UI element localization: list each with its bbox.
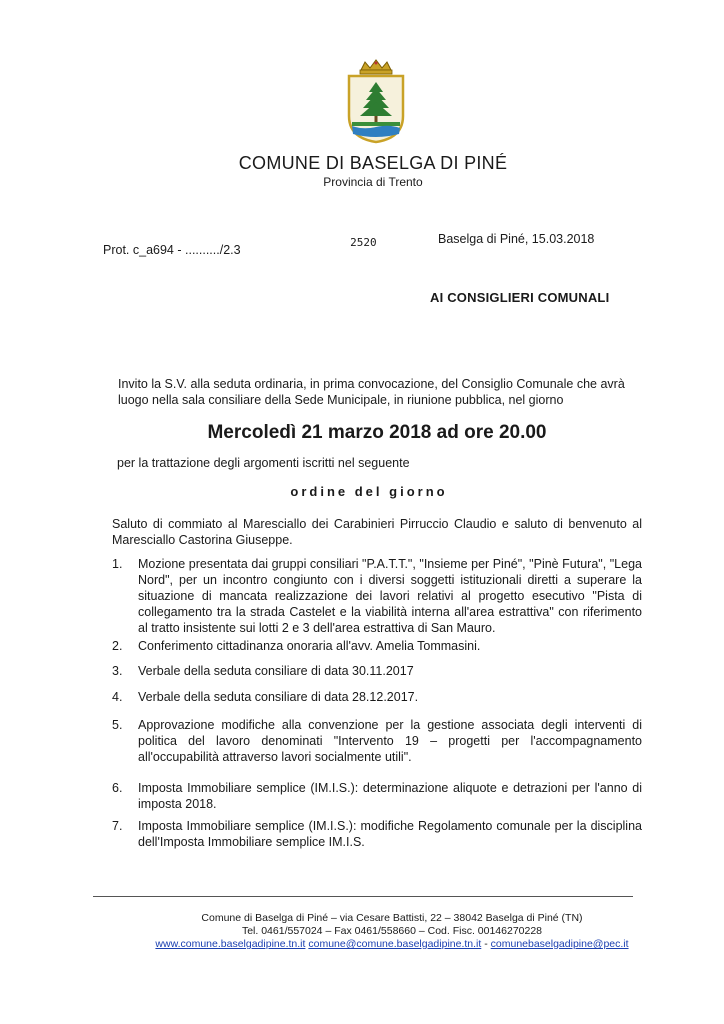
agenda-item [112,818,642,850]
protocol-prefix: Prot. c_a694 - [103,243,185,257]
agenda-item-number: 3. [112,664,123,678]
agenda-item [112,638,642,654]
agenda-item-text: Mozione presentata dai gruppi consiliari "P.A.T.T.", "Insieme per Piné", "Pinè Futura", "Lega Nord", per un incontro congiunto con i diversi soggetti istituzionali diretti a superare la situazione di mancata realizzazione dei lavori relativi al progetto esecutivo "Pista di collegamento tra la strada Castelet e la viabilità interna all'area estrattiva" con riferimento al tratto insistente sui lotti 2 e 3 dell'area estrattiva di San Mauro. [138,557,642,635]
footer-divider [93,896,633,897]
agenda-item-number: 7. [112,819,123,833]
agenda-item [112,663,642,679]
agenda-item-text: Verbale della seduta consiliare di data 30.11.2017 [138,664,414,678]
footer-links [0,938,724,951]
protocol-suffix: /2.3 [219,243,241,257]
agenda-item [112,556,642,636]
pec-link[interactable]: comunebaselgadipine@pec.it [490,938,629,950]
footer-contacts: Tel. 0461/557024 – Fax 0461/558660 – Cod. Fisc. 00146270228 [241,925,543,937]
invitation-paragraph: Invito la S.V. alla seduta ordinaria, in prima convocazione, del Consiglio Comunale che avrà luogo nella sala consiliare della Sede Municipale, in riunione pubblica, nel giorno [118,377,625,407]
municipal-crest-logo [343,58,409,144]
agenda-item-text: Imposta Immobiliare semplice (IM.I.S.): modifiche Regolamento comunale per la disciplina dell'Imposta Immobiliare semplice IM.I.S. [138,819,642,849]
agenda-item-number: 2. [112,639,123,653]
footer [0,912,724,951]
page-title: COMUNE DI BASELGA DI PINÉ [238,153,508,173]
agenda-item-number: 6. [112,781,123,795]
recipients-heading: AI CONSIGLIERI COMUNALI [430,290,610,305]
agenda-item-text: Conferimento cittadinanza onoraria all'avv. Amelia Tommasini. [138,639,481,653]
link-separator: - [481,938,491,950]
handwritten-protocol-number: 2520 [350,236,377,249]
date-line: Baselga di Piné, 15.03.2018 [438,232,595,246]
agenda-item-number: 5. [112,718,123,732]
agenda-title: ordine del giorno [290,484,448,499]
agenda-item [112,717,642,765]
protocol-number [103,236,377,257]
website-link[interactable]: www.comune.baselgadipine.tn.it [155,938,306,950]
protocol-dots: .......... [185,243,220,257]
agenda-item-text: Verbale della seduta consiliare di data 28.12.2017. [138,690,419,704]
footer-address: Comune di Baselga di Piné – via Cesare Battisti, 22 – 38042 Baselga di Piné (TN) [201,912,583,924]
opening-paragraph: Saluto di commiato al Maresciallo dei Carabinieri Pirruccio Claudio e saluto di benvenuto al Maresciallo Castorina Giuseppe. [112,517,642,547]
email-link[interactable]: comune@comune.baselgadipine.tn.it [308,938,482,950]
agenda-item [112,780,642,812]
agenda-item-text: Approvazione modifiche alla convenzione per la gestione associata degli interventi di politica del lavoro denominati "Intervento 19 – progetti per l'accompagnamento all'occupabilità attraverso lavori socialmente utili". [138,718,642,764]
meeting-date-heading: Mercoledì 21 marzo 2018 ad ore 20.00 [207,422,547,443]
agenda-item [112,689,642,705]
purpose-line: per la trattazione degli argomenti iscritti nel seguente [117,456,410,470]
agenda-item-text: Imposta Immobiliare semplice (IM.I.S.): determinazione aliquote e detrazioni per l'anno di imposta 2018. [138,781,642,811]
agenda-item-number: 4. [112,690,123,704]
page-subtitle: Provincia di Trento [323,175,423,189]
agenda-item-number: 1. [112,557,123,571]
